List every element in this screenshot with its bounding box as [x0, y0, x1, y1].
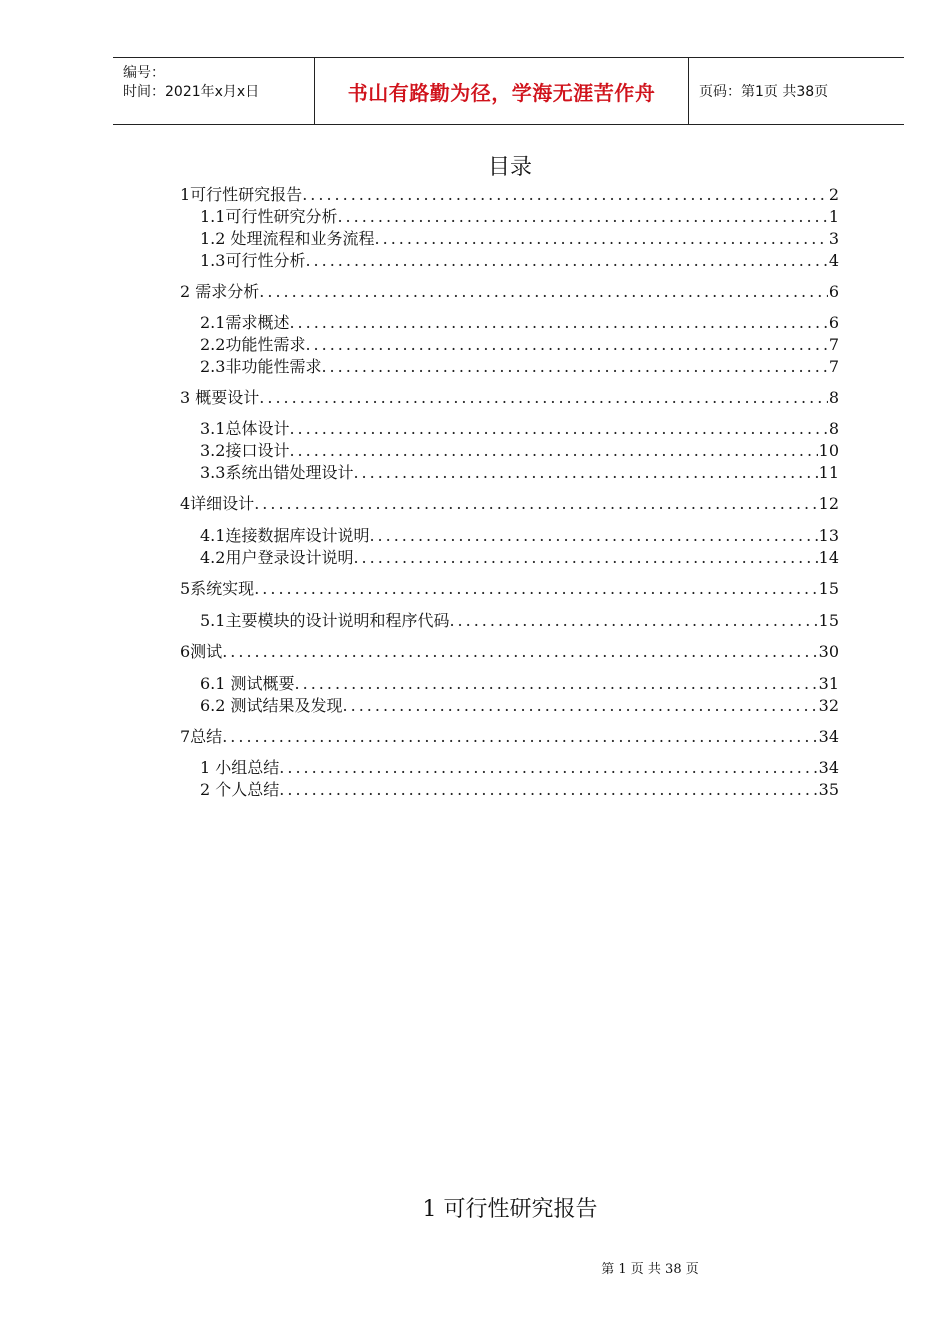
- toc-entry-7-2[interactable]: 2 个人总结 ..... 35: [200, 780, 839, 800]
- toc-entry-2[interactable]: 2 需求分析 ..... 6: [180, 282, 839, 302]
- toc-entry-6-2[interactable]: 6.2 测试结果及发现 ..... 32: [200, 696, 839, 716]
- toc-entry-4[interactable]: 4详细设计 ..... 12: [180, 494, 839, 514]
- toc-entry-6[interactable]: 6测试 ..... 30: [180, 642, 839, 662]
- toc-entry-5[interactable]: 5系统实现 ..... 15: [180, 579, 839, 599]
- toc-entry-3-3[interactable]: 3.3系统出错处理设计 ..... 11: [200, 463, 839, 483]
- toc-entry-4-2[interactable]: 4.2用户登录设计说明 ..... 14: [200, 548, 839, 568]
- header-page-info: 页码：第1页 共38页: [699, 84, 829, 100]
- toc-entry-3[interactable]: 3 概要设计 ..... 8: [180, 388, 839, 408]
- toc-entry-2-3[interactable]: 2.3非功能性需求 ..... 7: [200, 357, 839, 377]
- serial-number-label: 编号：: [123, 65, 165, 81]
- page-footer: 第 1 页 共 38 页: [601, 1262, 699, 1277]
- toc-entry-4-1[interactable]: 4.1连接数据库设计说明 ..... 13: [200, 526, 839, 546]
- toc-entry-3-1[interactable]: 3.1总体设计 ..... 8: [200, 419, 839, 439]
- toc-entry-7[interactable]: 7总结 ..... 34: [180, 727, 839, 747]
- toc-entry-5-1[interactable]: 5.1主要模块的设计说明和程序代码 ..... 15: [200, 611, 839, 631]
- toc-entry-3-2[interactable]: 3.2接口设计 ..... 10: [200, 441, 839, 461]
- header-page-cell: [689, 58, 904, 124]
- header-meta-cell: [113, 58, 315, 124]
- section-heading: 1 可行性研究报告: [422, 1197, 598, 1222]
- toc-entry-2-1[interactable]: 2.1需求概述 ..... 6: [200, 313, 839, 333]
- toc-entry-1-1[interactable]: 1.1可行性研究分析 ..... 1: [200, 207, 839, 227]
- header-motto-cell: [315, 58, 689, 124]
- header-motto: 书山有路勤为径，学海无涯苦作舟: [347, 80, 656, 105]
- toc-title: 目录: [487, 155, 532, 180]
- toc-entry-2-2[interactable]: 2.2功能性需求 ..... 7: [200, 335, 839, 355]
- toc-entry-1-3[interactable]: 1.3可行性分析 ..... 4: [200, 251, 839, 271]
- toc-entry-7-1[interactable]: 1 小组总结 ..... 34: [200, 758, 839, 778]
- toc-entry-6-1[interactable]: 6.1 测试概要 ..... 31: [200, 674, 839, 694]
- page-header: [113, 57, 904, 125]
- toc-entry-1[interactable]: 1可行性研究报告 ..... 2: [180, 185, 839, 205]
- toc-entry-1-2[interactable]: 1.2 处理流程和业务流程 ..... 3: [200, 229, 839, 249]
- time-label: 时间：2021年x月x日: [123, 84, 260, 100]
